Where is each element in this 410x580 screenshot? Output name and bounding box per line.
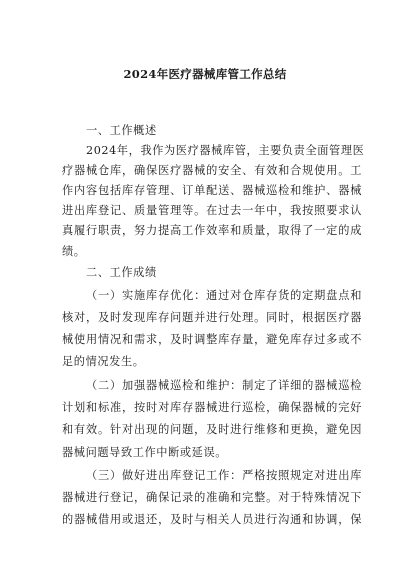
paragraph-line: 器械问题导致工作中断或延误。 [62,446,228,459]
section-heading-achievements: 二、工作成绩 [86,266,157,279]
paragraph-line: 2024年，我作为医疗器械库管，主要负责全面管理医 [86,144,365,157]
paragraph-line: 和有效。针对出现的问题，及时进行维修和更换，避免因 [62,423,362,436]
paragraph-line: （三）做好进出库登记工作：严格按照规定对进出库 [86,469,362,482]
paragraph-line: 进出库登记、质量管理等。在过去一年中，我按照要求认 [62,204,362,217]
paragraph-line: （一）实施库存优化：通过对仓库存货的定期盘点和 [86,289,362,302]
paragraph-line: 械使用情况和需求，及时调整库存量，避免库存过多或不 [62,333,362,346]
paragraph-line: 作内容包括库存管理、订单配送、器械巡检和维护、器械 [62,184,362,197]
paragraph-line: （二）加强器械巡检和维护：制定了详细的器械巡检 [86,379,362,392]
paragraph-line: 绩。 [62,245,86,258]
paragraph-line: 的器械借用或退还，及时与相关人员进行沟通和协调，保 [62,513,362,526]
document-title: 2024年医疗器械库管工作总结 [123,67,287,81]
paragraph-line: 器械进行登记，确保记录的准确和完整。对于特殊情况下 [62,491,362,504]
paragraph-line: 疗器械仓库，确保医疗器械的安全、有效和合规使用。工 [62,164,362,177]
paragraph-line: 真履行职责，努力提高工作效率和质量，取得了一定的成 [62,224,362,237]
paragraph-line: 足的情况发生。 [62,355,145,368]
paragraph-line: 核对，及时发现库存问题并进行处理。同时，根据医疗器 [62,311,362,324]
paragraph-line: 计划和标准，按时对库存器械进行巡检，确保器械的完好 [62,401,362,414]
section-heading-overview: 一、工作概述 [86,124,157,137]
